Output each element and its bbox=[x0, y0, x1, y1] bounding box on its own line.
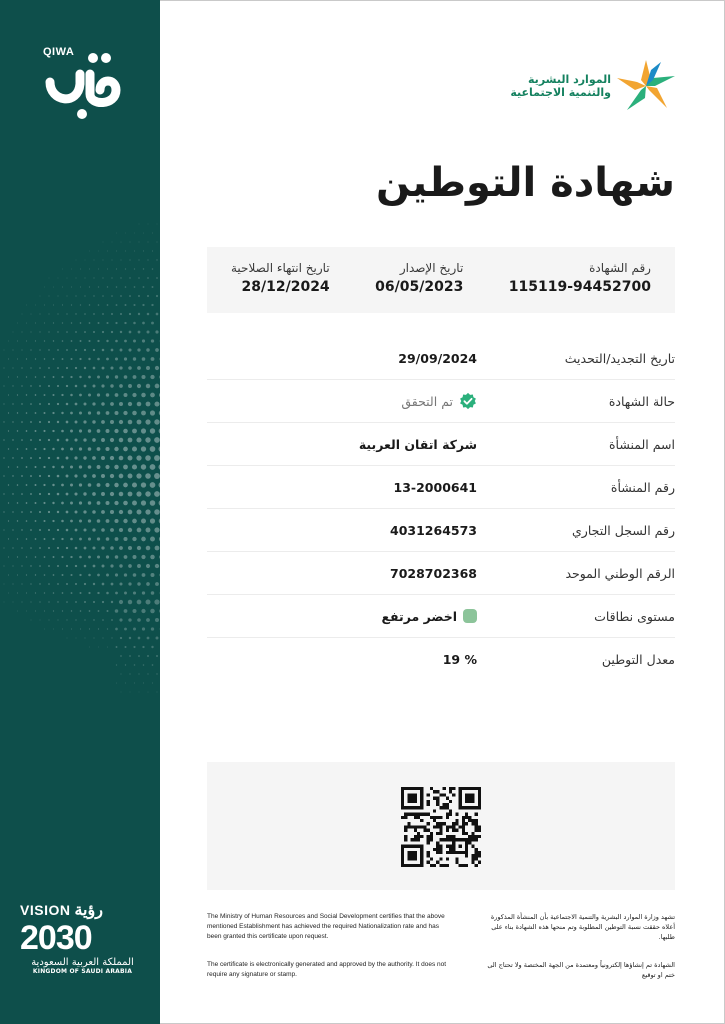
table-row bbox=[207, 552, 675, 595]
row-value: 29/09/2024 bbox=[398, 350, 477, 366]
footer-en-paragraph-1: The Ministry of Human Resources and Social Development certifies that the above mentioned Establishment has achieved the required Nationalization rate and has been granted this certificate upon request. bbox=[207, 913, 445, 940]
qiwa-label: QIWA bbox=[43, 46, 75, 58]
certificate-info-box bbox=[207, 247, 675, 313]
qr-code-box bbox=[207, 762, 675, 890]
certificate-title: شهادة التوطين bbox=[376, 160, 675, 206]
footer-ar-paragraph-2: الشهادة تم إنشاؤها إلكترونياً ومعتمدة من الجهة المختصة ولا تحتاج الى ختم او توقيع bbox=[487, 961, 675, 979]
expiry-date-group bbox=[231, 247, 330, 313]
row-value: 13-2000641 bbox=[393, 479, 477, 495]
table-row bbox=[207, 509, 675, 552]
qiwa-logo-icon bbox=[38, 44, 128, 124]
row-label: اسم المنشأة bbox=[608, 436, 675, 452]
row-value: 7028702368 bbox=[390, 565, 477, 581]
table-row bbox=[207, 337, 675, 380]
row-label: مستوى نطاقات bbox=[594, 608, 675, 624]
certificate-number-group bbox=[509, 247, 651, 313]
vision-country-en: KINGDOM OF SAUDI ARABIA bbox=[32, 968, 133, 975]
expiry-date-value: 28/12/2024 bbox=[241, 279, 330, 295]
issue-date-label: تاريخ الإصدار bbox=[399, 261, 464, 275]
row-label: تاريخ التجديد/التحديث bbox=[564, 350, 675, 366]
ministry-name-line2: والتنمية الاجتماعية bbox=[510, 86, 611, 99]
ministry-emblem-icon bbox=[615, 58, 677, 114]
vision-year: 2030 bbox=[20, 919, 92, 957]
certificate-number-value: 115119-94452700 bbox=[508, 279, 651, 295]
certificate-number-label: رقم الشهادة bbox=[589, 261, 651, 275]
ministry-logo bbox=[510, 58, 677, 114]
status-value bbox=[401, 392, 477, 410]
nitaqat-text: اخضر مرتفع bbox=[381, 608, 457, 624]
details-table bbox=[207, 337, 675, 680]
footer-arabic bbox=[485, 912, 675, 980]
table-row bbox=[207, 380, 675, 423]
issue-date-group bbox=[375, 247, 463, 313]
footer-ar-paragraph-1: تشهد وزارة الموارد البشرية والتنمية الاجتماعية بأن المنشأة المذكورة أعلاه حققت نسبة التوطين المطلوبة وتم منحها هذه الشهادة بناء على طلبها. bbox=[490, 913, 675, 941]
issue-date-value: 06/05/2023 bbox=[375, 279, 464, 295]
vision-label: VISION bbox=[20, 902, 71, 918]
table-row bbox=[207, 466, 675, 509]
dot-pattern-decoration bbox=[0, 0, 160, 1024]
row-label: رقم المنشأة bbox=[610, 479, 675, 495]
green-level-icon bbox=[463, 609, 477, 623]
row-label: الرقم الوطني الموحد bbox=[565, 565, 675, 581]
row-label: معدل التوطين bbox=[601, 651, 675, 667]
table-row bbox=[207, 595, 675, 638]
qr-code-icon[interactable] bbox=[401, 787, 481, 867]
row-value: شركة اتقان العربية bbox=[358, 436, 477, 452]
row-label: حالة الشهادة bbox=[608, 393, 675, 409]
row-value: 19 % bbox=[442, 651, 477, 667]
vision-label-ar: رؤية bbox=[74, 902, 103, 919]
sidebar bbox=[0, 0, 160, 1024]
nitaqat-value bbox=[382, 609, 477, 624]
table-row bbox=[207, 423, 675, 466]
expiry-date-label: تاريخ انتهاء الصلاحية bbox=[231, 261, 330, 275]
row-label: رقم السجل التجاري bbox=[572, 522, 675, 538]
table-row bbox=[207, 638, 675, 680]
vision-country-ar: المملكة العربية السعودية bbox=[31, 957, 134, 968]
row-value: 4031264573 bbox=[390, 522, 477, 538]
footer-english bbox=[207, 912, 447, 980]
status-text: تم التحقق bbox=[401, 393, 453, 409]
verified-check-icon bbox=[459, 392, 477, 410]
footer-en-paragraph-2: The certificate is electronically generated and approved by the authority. It does not require any signature or stamp. bbox=[207, 961, 447, 978]
ministry-name-line1: الموارد البشرية bbox=[528, 73, 611, 86]
vision-2030-logo bbox=[20, 900, 145, 975]
